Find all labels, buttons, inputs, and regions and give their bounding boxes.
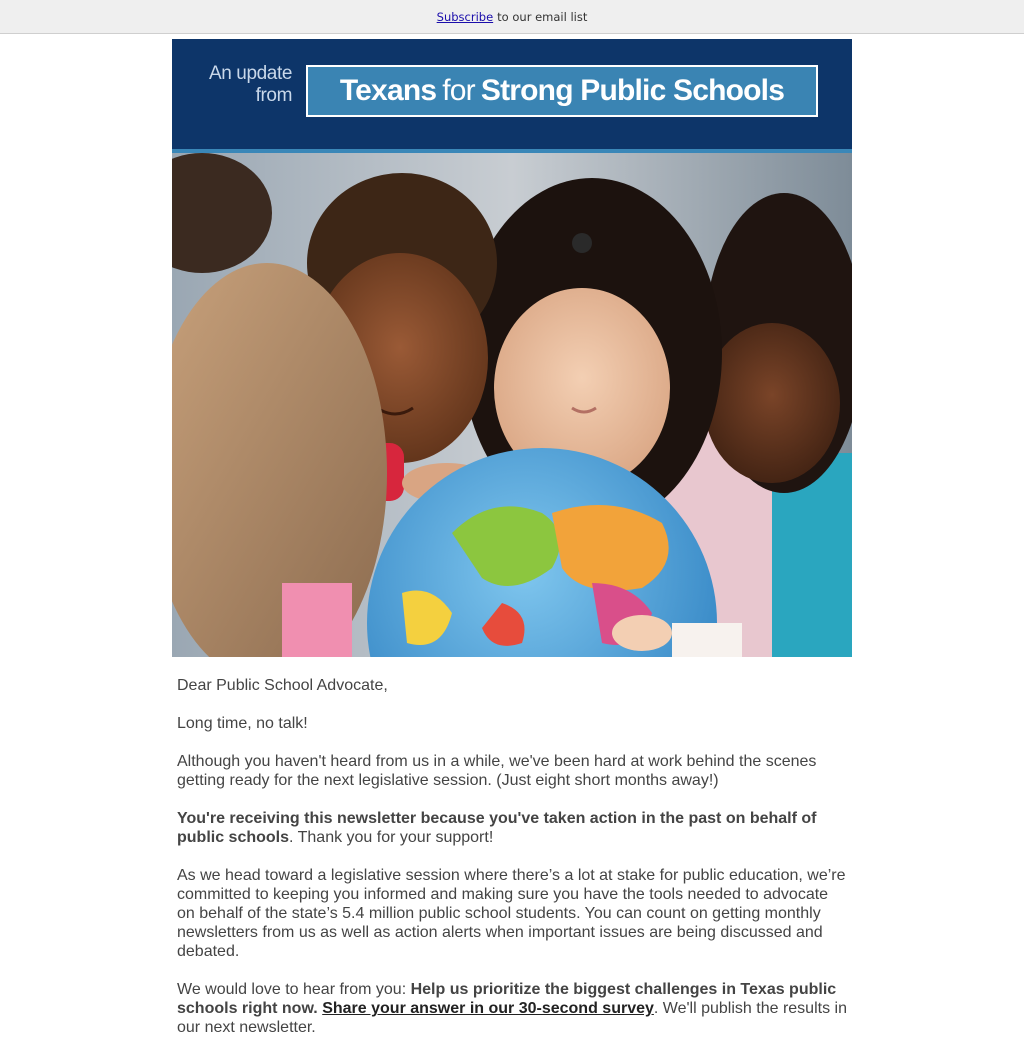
hero-photo xyxy=(172,153,852,657)
organization-logo[interactable] xyxy=(306,65,818,117)
paragraph-3-rest: . Thank you for your support! xyxy=(289,829,494,846)
paragraph-5-rest: . We'll publish the results in our next newsletter. xyxy=(177,1000,847,1036)
paragraph-4: As we head toward a legislative session where there’s a lot at stake for public education, we’re committed to keeping you informed and making sure you have the tools needed to advocate on behalf of the state’s 5.4 million public school students. You can count on getting monthly newsletters from us as well as action alerts when important issues are being discussed and debated. xyxy=(177,867,846,960)
paragraph-5-bold: Help us prioritize the biggest challenges in Texas public schools right now. xyxy=(177,981,837,1017)
paragraph-3 xyxy=(177,809,847,847)
logo-text-texans: Texans xyxy=(339,74,437,107)
email-top-bar xyxy=(0,0,1024,34)
letter-content xyxy=(172,676,852,1037)
paragraph-1: Long time, no talk! xyxy=(177,715,308,732)
subscribe-link[interactable]: Subscribe xyxy=(436,9,494,24)
update-from-label xyxy=(172,63,292,107)
paragraph-5-start: We would love to hear from you: xyxy=(177,981,411,998)
email-body xyxy=(172,39,852,1056)
update-line-2: from xyxy=(255,85,292,106)
paragraph-3-bold: You're receiving this newsletter because you've taken action in the past on behalf of public schools xyxy=(177,810,817,846)
paragraph-5 xyxy=(177,980,847,1037)
paragraph-2: Although you haven't heard from us in a while, we've been hard at work behind the scenes getting ready for the next legislative session. (Just eight short months away!) xyxy=(177,753,817,789)
header-banner xyxy=(172,39,852,153)
update-line-1: An update xyxy=(208,63,292,84)
logo-text-schools: Strong Public Schools xyxy=(480,74,785,107)
logo-text-for: for xyxy=(442,74,475,107)
survey-link[interactable]: Share your answer in our 30-second survey xyxy=(322,1000,654,1017)
greeting: Dear Public School Advocate, xyxy=(177,677,388,694)
subscribe-text: to our email list xyxy=(497,9,588,24)
